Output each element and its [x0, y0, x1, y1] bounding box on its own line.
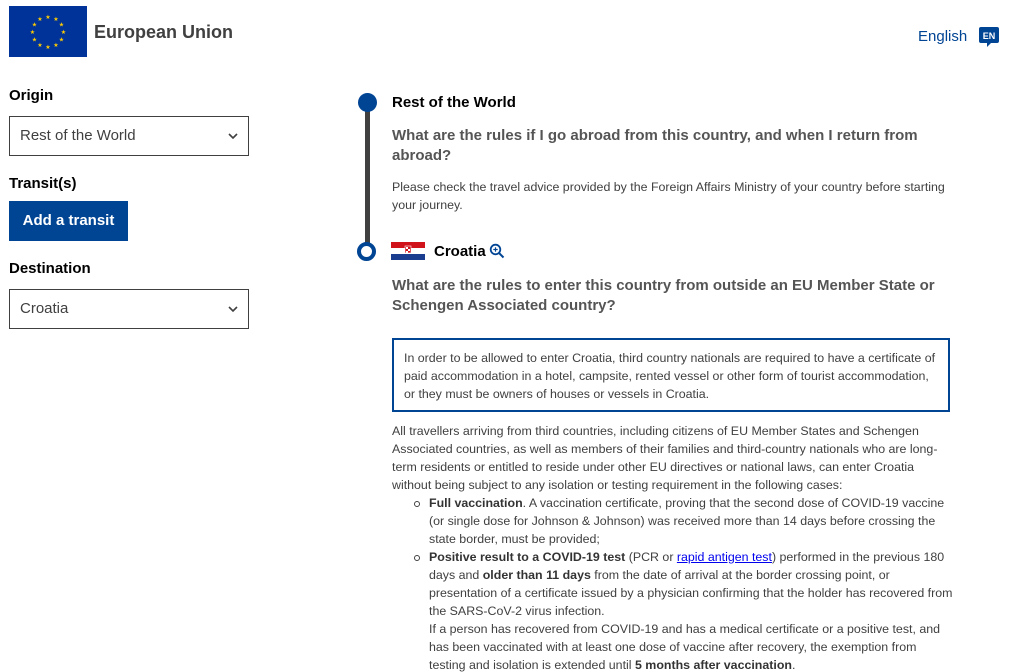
- svg-text:★: ★: [31, 36, 38, 44]
- svg-text:★: ★: [58, 21, 65, 29]
- destination-country-title: Croatia: [434, 243, 486, 260]
- language-selector[interactable]: English: [918, 28, 968, 45]
- chevron-down-icon: [228, 131, 238, 141]
- svg-text:★: ★: [37, 16, 43, 23]
- destination-label: Destination: [9, 260, 91, 277]
- svg-text:★: ★: [53, 42, 59, 49]
- eu-logo[interactable]: [9, 6, 87, 57]
- origin-select[interactable]: [9, 116, 249, 156]
- zoom-icon[interactable]: [489, 243, 505, 259]
- croatia-flag-icon: [391, 242, 425, 260]
- timeline-line: [365, 102, 370, 250]
- transit-label: Transit(s): [9, 175, 77, 192]
- timeline-origin-dot: [358, 93, 377, 112]
- origin-advice: Please check the travel advice provided by the Foreign Affairs Ministry of your country before starting your journey.: [392, 180, 945, 212]
- destination-select[interactable]: [9, 289, 249, 329]
- exemption-list: [392, 494, 954, 672]
- svg-text:★: ★: [45, 44, 51, 51]
- origin-select-value: Rest of the World: [20, 127, 136, 144]
- eu-flag-icon: [9, 6, 87, 57]
- list-item: Full vaccination. A vaccination certificate, proving that the second dose of COVID-19 vaccine (or single dose for Johnson & Johnson) was received more than 14 days before crossing the state border, must be provided;: [392, 494, 954, 548]
- language-code: EN: [982, 31, 996, 41]
- svg-text:★: ★: [53, 16, 59, 23]
- entry-notice-box: In order to be allowed to enter Croatia, third country nationals are required to have a certificate of paid accommodation in a hotel, campsite, rented vessel or other form of tourist accommodation, or they must be owners of houses or vessels in Croatia.: [392, 338, 950, 412]
- svg-text:★: ★: [29, 29, 36, 36]
- svg-text:★: ★: [31, 21, 38, 29]
- origin-label: Origin: [9, 87, 54, 104]
- add-transit-button[interactable]: Add a transit: [9, 201, 128, 241]
- list-item: Positive result to a COVID-19 test (PCR or rapid antigen test) performed in the previous 180 days and older than 11 days from the date of arrival at the border crossing point, or presentation of a certificate issued by a physician confirming that the holder has recovered from the SARS-CoV-2 virus infection. If a person has recovered from COVID-19 and has a medical certificate or a positive test, and has been vaccinated with at least one dose of vaccine after recovery, the exemption from testing and isolation is extended until 5 months after vaccination.: [392, 548, 954, 672]
- origin-country-title: Rest of the World: [392, 94, 516, 111]
- svg-text:★: ★: [58, 36, 65, 44]
- brand-title: European Union: [94, 22, 233, 42]
- svg-text:★: ★: [45, 14, 51, 21]
- entry-rules-intro: All travellers arriving from third countries, including citizens of EU Member States and Schengen Associated countries, as well as members of their families and third-country nationals who are long-term residents or entitled to reside under other EU directives or national laws, can enter Croatia without being subject to any isolation or testing requirement in the following cases:: [392, 424, 938, 492]
- svg-text:★: ★: [60, 29, 67, 36]
- language-code-icon[interactable]: [978, 26, 1000, 48]
- chevron-down-icon: [228, 304, 238, 314]
- timeline-destination-dot: [357, 242, 376, 261]
- svg-text:★: ★: [37, 42, 43, 49]
- origin-question: What are the rules if I go abroad from this country, and when I return from abroad?: [392, 127, 918, 164]
- rapid-antigen-test-link[interactable]: rapid antigen test: [676, 550, 772, 564]
- destination-select-value: Croatia: [20, 300, 69, 317]
- destination-question: What are the rules to enter this country from outside an EU Member State or Schengen Associated country?: [392, 277, 935, 314]
